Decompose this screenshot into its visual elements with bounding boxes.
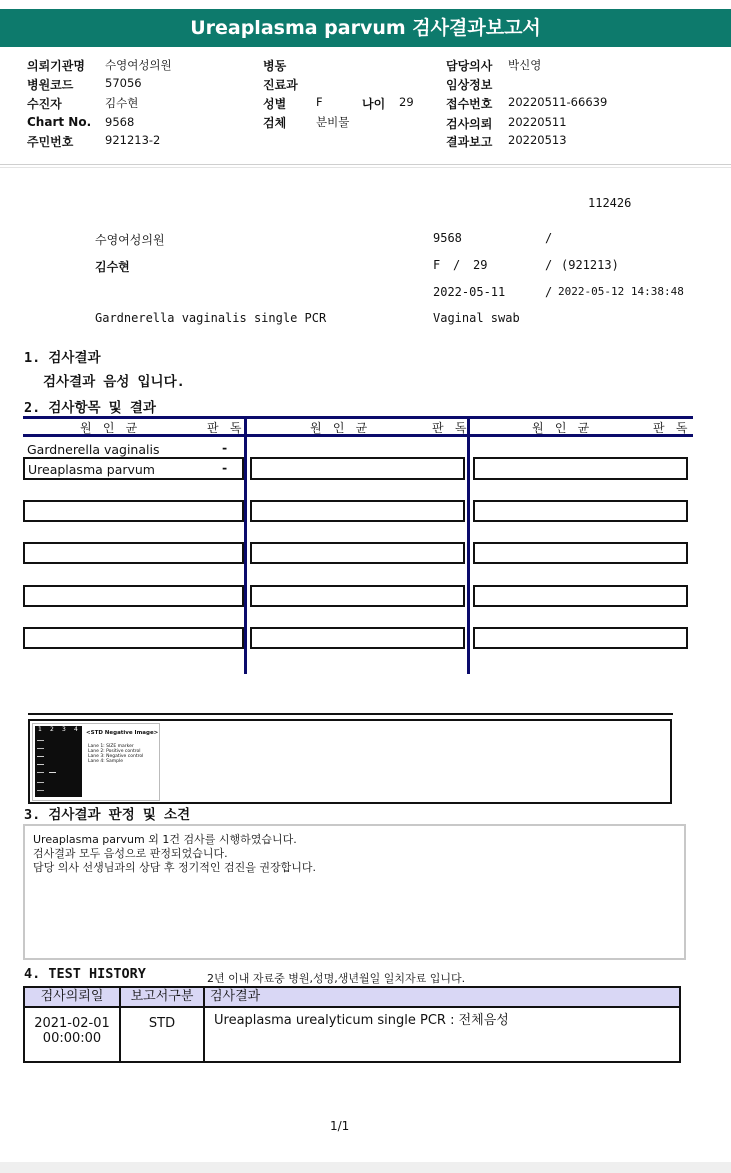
gel-band xyxy=(37,740,44,741)
gel-lane-label-2: 2 xyxy=(50,726,54,733)
form-specimen: Vaginal swab xyxy=(433,311,520,325)
section1-summary: 검사결과 음성 입니다. xyxy=(43,374,185,390)
results-table-divider-1 xyxy=(244,419,247,674)
pathogen-gardnerella: Gardnerella vaginalis xyxy=(27,442,160,457)
col-head-pathogen-2: 원 인 균 xyxy=(310,421,370,435)
value-patient: 김수현 xyxy=(105,96,139,110)
col-head-pathogen-1: 원 인 균 xyxy=(80,421,140,435)
form-slash-2: / xyxy=(545,258,553,272)
history-note: 2년 이내 자료중 병원,성명,생년월일 일치자료 입니다. xyxy=(207,972,466,985)
history-report-type: STD xyxy=(148,1016,176,1031)
serial-number: 112426 xyxy=(588,196,632,210)
result-cell xyxy=(23,585,244,607)
opinion-line-2: 검사결과 모두 음성으로 판정되었습니다. xyxy=(33,847,228,860)
result-cell xyxy=(23,542,244,564)
label-ward: 병동 xyxy=(263,59,287,73)
value-resident-number: 921213-2 xyxy=(105,133,161,147)
page-footer-strip xyxy=(0,1162,731,1173)
form-hospital: 수영여성의원 xyxy=(95,233,165,247)
gel-lane-label-1: 1 xyxy=(38,726,42,733)
header-divider-shadow xyxy=(0,167,731,168)
report-title: Ureaplasma parvum 검사결과보고서 xyxy=(0,9,731,47)
gel-caption-title: <STD Negative Image> xyxy=(86,730,159,736)
gel-image-panel xyxy=(32,723,160,801)
label-receipt-number: 접수번호 xyxy=(446,97,493,111)
section1-heading: 1. 검사결과 xyxy=(24,350,101,366)
result-cell xyxy=(473,542,688,564)
header-divider xyxy=(0,164,731,165)
form-patient-name: 김수현 xyxy=(95,260,130,274)
value-result-report: 20220513 xyxy=(508,133,567,147)
label-department: 진료과 xyxy=(263,78,298,92)
form-received-date: 2022-05-11 xyxy=(433,285,506,299)
page-number: 1/1 xyxy=(330,1119,350,1133)
gel-lane-label-4: 4 xyxy=(74,726,78,733)
results-table-divider-2 xyxy=(467,419,470,674)
gel-band xyxy=(37,748,44,749)
form-test-name: Gardnerella vaginalis single PCR xyxy=(95,311,327,325)
label-specimen: 검체 xyxy=(263,116,287,130)
result-gardnerella: - xyxy=(222,440,228,455)
value-attending-doctor: 박신영 xyxy=(508,58,542,72)
history-time: 00:00:00 xyxy=(42,1031,102,1046)
history-result: Ureaplasma urealyticum single PCR : 전체음성 xyxy=(214,1013,509,1028)
section4-heading: 4. TEST HISTORY xyxy=(24,966,146,982)
label-age: 나이 xyxy=(362,97,386,111)
form-slash-sex: / xyxy=(453,258,461,272)
result-cell xyxy=(23,627,244,649)
value-chart-no: 9568 xyxy=(105,115,135,129)
value-hospital-code: 57056 xyxy=(105,76,142,90)
form-rrn: (921213) xyxy=(561,258,619,272)
col-head-result-1: 판 독 xyxy=(207,421,244,435)
result-cell xyxy=(250,500,465,522)
section2-heading: 2. 검사항목 및 결과 xyxy=(24,400,156,416)
form-chart: 9568 xyxy=(433,231,462,245)
result-cell xyxy=(473,457,688,480)
label-requesting-institution: 의뢰기관명 xyxy=(27,59,85,73)
gel-legend-lane-2: Lane 2: Positive control xyxy=(88,749,141,754)
gel-lane-label-3: 3 xyxy=(62,726,66,733)
label-attending-doctor: 담당의사 xyxy=(446,59,493,73)
label-hospital-code: 병원코드 xyxy=(27,78,74,92)
result-cell xyxy=(473,627,688,649)
history-col-divider-2 xyxy=(203,986,205,1063)
value-sex: F xyxy=(316,95,323,109)
pathogen-ureaplasma-parvum: Ureaplasma parvum xyxy=(28,462,155,477)
label-patient: 수진자 xyxy=(27,97,62,111)
value-test-request: 20220511 xyxy=(508,115,567,129)
result-cell xyxy=(23,500,244,522)
col-head-pathogen-3: 원 인 균 xyxy=(532,421,592,435)
form-age: 29 xyxy=(473,258,488,272)
gel-legend-lane-4: Lane 4: Sample xyxy=(88,759,123,764)
col-head-result-2: 판 독 xyxy=(432,421,469,435)
gel-band xyxy=(37,790,44,791)
opinion-line-3: 담당 의사 선생님과의 상담 후 정기적인 검진을 권장합니다. xyxy=(33,861,316,874)
opinion-line-1: Ureaplasma parvum 외 1건 검사를 시행하였습니다. xyxy=(33,833,297,846)
label-resident-number: 주민번호 xyxy=(27,135,74,149)
form-slash-1: / xyxy=(545,231,553,245)
label-test-request: 검사의뢰 xyxy=(446,117,493,131)
label-chart-no: Chart No. xyxy=(27,115,92,129)
gel-band xyxy=(37,782,44,783)
form-slash-3: / xyxy=(545,285,553,299)
value-receipt-number: 20220511-66639 xyxy=(508,95,608,109)
result-cell xyxy=(250,457,465,480)
gel-legend-lane-1: Lane 1: SIZE marker xyxy=(88,744,134,749)
gel-area-rule xyxy=(28,713,673,715)
result-ureaplasma-parvum: - xyxy=(222,460,228,475)
form-report-datetime: 2022-05-12 14:38:48 xyxy=(558,285,684,298)
section3-heading: 3. 검사결과 판정 및 소견 xyxy=(24,807,191,823)
gel-legend-lane-3: Lane 3: Negative control xyxy=(88,754,144,759)
value-age: 29 xyxy=(399,95,414,109)
result-cell xyxy=(250,627,465,649)
history-date: 2021-02-01 xyxy=(34,1016,110,1031)
result-cell xyxy=(473,500,688,522)
value-specimen: 분비물 xyxy=(316,115,350,129)
history-header-rule xyxy=(23,1006,681,1008)
history-col-type: 보고서구분 xyxy=(121,988,203,1006)
label-result-report: 결과보고 xyxy=(446,135,493,149)
label-sex: 성별 xyxy=(263,97,287,111)
result-cell xyxy=(250,542,465,564)
label-clinical-info: 임상정보 xyxy=(446,78,493,92)
form-sex: F xyxy=(433,258,441,272)
gel-band xyxy=(37,772,44,773)
gel-band xyxy=(49,772,56,773)
history-col-result: 검사결과 xyxy=(210,989,261,1004)
col-head-result-3: 판 독 xyxy=(653,421,690,435)
gel-band xyxy=(37,764,44,765)
value-requesting-institution: 수영여성의원 xyxy=(105,58,172,72)
gel-electrophoresis-image xyxy=(35,726,82,797)
history-col-date: 검사의뢰일 xyxy=(25,988,119,1006)
result-cell xyxy=(250,585,465,607)
gel-band xyxy=(37,756,44,757)
result-cell xyxy=(473,585,688,607)
